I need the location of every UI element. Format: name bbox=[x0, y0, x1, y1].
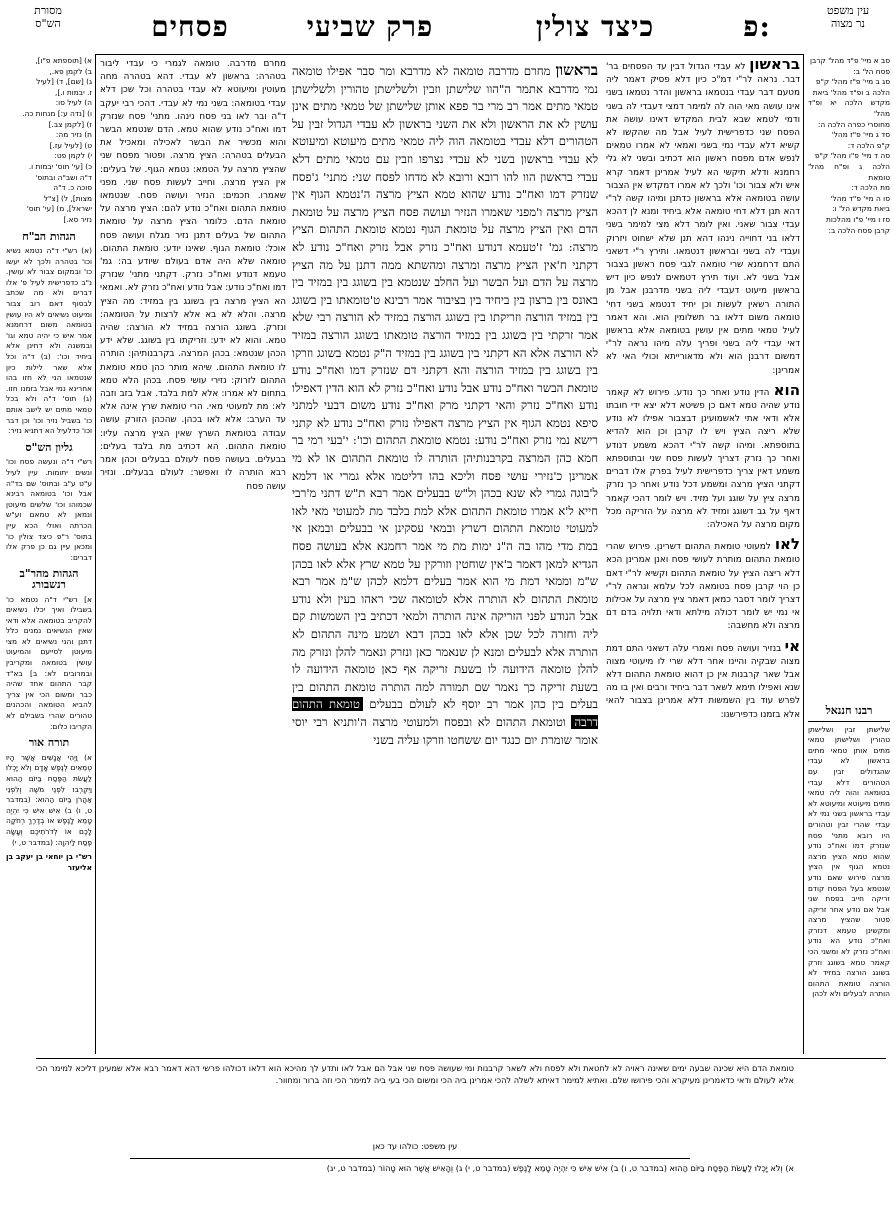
masoret-line: ה) לעיל סו: bbox=[55, 98, 92, 108]
tosafot-hua-text: הדין נודע ואחר כך נודע. פירוש לא קאמר נודע שהיה טמא דאם כן פשיטא דלא יצא ידי חובתו אלא ודאי אתי לאשמועינן דבצבור אפילו לא נודע שלא ריצה הציץ ויש לו קרבן וכן הוא להדיא בתוספתא. ומיהו קשה לר"י דהכא משמע דנודע ואחר כך נזרק דצריך לעשות פסח שני ובתוספתא משמע דאין צריך כדפרישית לעיל בפרק אלו דברים דקתני הציץ מרצה ומשמע דכל נודע ואחר כך נזרק מרצה ציץ על שוגג ועל מזיד. ויש לומר דהכי קאמר דאף על גב דשוגג ומזיד לא מרצה על הזריקה מכל מקום מרצה על האכילה: bbox=[606, 387, 800, 530]
masoret-line: ח) נזיר מה: bbox=[55, 130, 92, 140]
masoret-line: ישראל], מ) [עי' תוס' bbox=[26, 204, 92, 214]
tosafot-lo-text: למעוטי טומאת התהום דשרינן. פירוש שהרי טומאת התהום מותרת לעושי פסח ואנן אמרינן הכא דלא ריצה הציץ על טומאת התהום וקשיא לר"י דאם כן הוי קרבן פסח בטומאה לכל עלמא ונראה לר"י דצריך לומר דסבר כמאן דאמר ציץ מרצה על אכילות אי נמי יש לומר דכולה מילתא ודאי תלויה בדם דם מרצה ולא מחשבה: bbox=[606, 542, 800, 632]
footer-source: עין משפט: כולהו עד כאן bbox=[372, 1141, 458, 1151]
footer-rule bbox=[36, 1058, 886, 1059]
ein-mishpat-line: סב א מיי' פ"ד מהל' קרבן bbox=[810, 56, 890, 65]
ein-mishpat-line: סה ד מיי' פ"ו מהל' ק"פ bbox=[814, 151, 890, 161]
masoret-line: ב) לקמן פא., bbox=[49, 66, 92, 76]
masoret-line: סוכה כ. ד"ה bbox=[53, 183, 92, 193]
masoret-line: מצות], ל) [צ"ל bbox=[43, 193, 92, 203]
tosafot-lo-heading: לאו bbox=[774, 535, 800, 554]
masoret-line: כ) [עי' תוס' יבמות ו. bbox=[28, 161, 92, 171]
tosafot-text: לא עבדי הגדול דבין עד הפסחים בר' דבר. נראה לר"י דמ"כ כיון דלא פסיק דאמר ליה מטעם דבר עבדי בנטמאו בראשון והדר נטמאו בשני אינו עושה מאי הוה לה למימר דמצי דעבדי לה בשני ודמי לטמא שבא לבית המקדש דאינו עושה את הפסח שני כדפרישית לעיל אבל מה שהקשו לא קשיא דלא עבדי נמי בשני ואמאי לא אמרו טמאים לנפש אדם מפסח ראשון הוא דכתיב ובשני לא גלי רחמנא ודלא תיקשי הא לעיל אמרינן דאמר קרא איש ולא צבור וכו' ולכך לא אמרו דמקדש אין הצבור עושה בטומאה אלא בראשון כדתנן ומיהו קשה לר"י דהא תנן דלא דחי טומאה אלא ביחיד ומנא לן דהכא עבדי צבור שאני. ואין לומר דלא מצי למימר בשני דלאו בני דחוייה נינהו דהא תנן שלא ישחוט ויזרוק ועבדי לה בשני ובראשון דנטמאו. ותירץ ר"י דשאני התם דרחמנא שרי טומאה לגבי פסח ראשון בצבור אבל בשני לא. ועוד תירץ דטמאים לנפש כיון דיש בראשון מיעוט דעבדי ליה בשני מדרבנן אבל מן התורה רשאין לעשות וכן יחיד דנטמא בשני דחי' טומאה משום דלאו בר תשלומין הוא. והא דאמר לעיל טמאי מתים אין עושין בטומאה אלא בראשון דאי עבדי ליה בשני ופריך עלה מיהו נראה לר"י דמשום דרבנן הוא ולא מדאורייתא וכולי האי לא אמרינן: bbox=[606, 62, 800, 376]
page-header bbox=[0, 0, 894, 60]
masoret-line: ז. יבמות ו.], bbox=[54, 87, 92, 97]
masoret-line: ג) [שם], ד) [לעיל bbox=[36, 77, 92, 87]
rashi-text: מחרם מדרבה. טומאה לגמרי כי עבדי ליבור בטהרה: בראשון לא עבדי. דהא בטהרה מחה מעוטין ומיעוטא לא עבדי בטהרה וכל שכן דלא עבדי בטומאה: בשני נמי לא עבדי. דהכי רבי יעקב ד"ה ובר לאו בני פסח נינהו. מתני' פסח שנזרק דמו ואח"כ נודע שהוא טמא. הדם שנטמא הבשר והוא מכשיר את הבשר לאכילה ומאכיל את הבעלים בטהרה: הציץ מרצה. ופטור מפסח שני שהציץ מרצה על הטמא: נטמא הגוף. של בעלים: אין הציץ מרצה. וחייב לעשות פסח שני. מפני שאמרו. חכמים: הנזיר ועושה פסח. שנטמאו טומאת התהום ואח"כ נודע להם: הציץ מרצה על טומאת הדם. כלומר הציץ מרצה על טומאת התהום של בעלים דתנן נזיר מגלח ועושה פסח אוכל: טומאת הגוף. שאינו יודע: טומאת התהום. טומאה שלא היה אדם בעולם שיודע בה: גמ' טעמא דנודע ואח"כ נזרק. דקתני מתני' שנזרק דמו ואח"כ נודע: אבל נודע ואח"כ נזרק לא. ואמאי הא הציץ מרצה בין בשוגג בין במזיד: מה הציץ מרצה. והלא לא בא אלא לרצות על הטומאה: ונזרק. בשוגג הורצה במזיד לא הורצה: שהיה טמא. והוא לא ידע: וזריקתו בין בשוגג. שלא ידע הכהן שנטמא: בכהן המרצה. בקרבנותיהן: הותרה לו טומאת התהום. שיהא מותר כהן טמא טומאת התהום לזרוק: נזירי עושי פסח. בכהן הלא טמא בתחום לא אמרו: אלא למת בלבד. אבל בזב וזבה לא: מת למעוטי מאי. הרי טומאת שרץ אינה אלא עד הערב: אלא לאו בכהן. שהכהן הזורק עושה עבודה בטומאת השרץ שאין הציץ מרצה עליו: טומאת התהום. הא דכתיב מת בלבד בעלים: בבעלים. בעושה פסח לעולם בבעלים וכהן אמר רבא הותרה לו ואפשר: לעולם בבעלים. ונזיר עושה פסח bbox=[100, 59, 286, 492]
gemara-highlighted-phrase: טומאת התהום דרבה bbox=[292, 697, 598, 729]
footer-verses bbox=[36, 1162, 794, 1202]
ein-mishpat-title: עין משפט נר מצוה bbox=[826, 4, 870, 30]
right-margin-rule bbox=[803, 54, 804, 1054]
ein-mishpat-line: קרבן פסח הלכה ב: bbox=[828, 225, 890, 235]
ein-mishpat-line: ק"פ הלכה ד: bbox=[847, 140, 890, 150]
ein-mishpat-line: מחוסרי כפרה הלכה ה: bbox=[817, 119, 890, 129]
masoret-line: י) לקמן פט: bbox=[54, 151, 92, 161]
footer-text: טומאת הדם היא שכינה שבעה ימים שאינה ראויה לא לחטאת ולא לפסח ולא לשאר קרבנות ומי שעושה פסח שני אבל הם אבל לאו ותדע לך מהיכא הוא דלאו דכולהו פרשי דהא דאמר רבא אלא שמעינן דליכא למימר הכי אלא לעולם ודאי כדאמרינן מעיקרא והכי פירושו שלם. ואתיא למימר דאיתא לשלה להכי אמרינן ביה הכי ומשום הכי בעי ביה למימר הכי וזה ברור ומחוור. bbox=[36, 1063, 794, 1085]
ein-mishpat-line: הלכה ג ופ"ח מהל' טומאת bbox=[808, 161, 890, 182]
verse-rule bbox=[130, 1158, 690, 1159]
footer-source-line bbox=[36, 1140, 794, 1154]
ein-mishpat-line: סז ו מיי' פ"ו מהלכות bbox=[826, 214, 890, 224]
daf-number: פ: bbox=[743, 10, 771, 43]
perek-name: פרק שביעי bbox=[306, 10, 434, 43]
ein-mishpat-line: מת הלכה ד: bbox=[851, 183, 890, 193]
torah-ohr-title: תורה אור bbox=[28, 736, 70, 750]
torah-ohr-text: א) וַיְהִי אֲנָשִׁים אֲשֶׁר הָיוּ טְמֵאִים לְנֶפֶשׁ אָדָם וְלֹא יָכְלוּ לַעֲשֹׂת הַפֶּסַח בַּיּוֹם הַהוּא וַיִּקְרְבוּ לִפְנֵי מֹשֶׁה וְלִפְנֵי אַהֲרֹן בַּיּוֹם הַהוּא: (במדבר ט, ו) ב) אִישׁ אִישׁ כִּי יִהְיֶה טָמֵא לָנֶפֶשׁ אוֹ בְדֶרֶךְ רְחֹקָה לָכֶם אוֹ לְדֹרֹתֵיכֶם וְעָשָׂה פֶסַח לַיהוָה: (במדבר ט, י) bbox=[6, 752, 92, 847]
hagahot-bach-text: (א) רש"י ד"ה נטמא נשיא וכו' בטהרה ולכך לא יעשו כו' ובמקום צבור לא עושין. נ"ב כדפרישית לעיל פ' אלו דברים ולא מה שכתב לבסוף דאם רוב צבור ומיעוט נשיאים לא היו עושין בטומאה משום דרחמנא אמר איש כי יהיה טמא וגו' ובמשנה ולא דחינן אלא ביחיד וכו': (ב) ד"ה וכל אלא שאר לילות כיון שנטמאו הני לא חזו בהו אחרינא נמי אבל בזמנו חזו. (ג) תוס' ד"ה ולא בכל טמאי מתים יש לישב אותם כו' בשביל נזיר וכו' וכן דבר וכו' כדלעיל הא דתניא נזיר: bbox=[6, 246, 92, 436]
tractate-name: פסחים bbox=[151, 10, 229, 43]
ein-mishpat-line: הלכה ב ופ"ד מהל' ביאת bbox=[812, 87, 890, 97]
rashi-names-note: רש"י בן יוחאי בן יעקב בן אליעזר bbox=[6, 852, 92, 872]
tosafot-ei-heading: אי bbox=[784, 636, 800, 655]
masoret-line: ו) [נדה ע:] מנחות כה. bbox=[22, 108, 92, 118]
masoret-title: מסורת הש"ס bbox=[34, 4, 62, 30]
tosafot-hua-heading: הוא bbox=[773, 380, 800, 399]
gilyon-text: רש"י ד"ה ונעשה פסח וכו' ונשים יתומות. עיין לעיל ע"ט ע"ב ובתוס' שם בד"ה אבל וכו' בטומאה רבינא שכמוהו וכו' שלשים מיעוטן ונמאן לא טמאם וע"ש הכרתה ואולי הכא עיין בתוס' ר"פ כיצד צולין כו' ומכאן עיין גם כן פרק אלו דברים: bbox=[6, 457, 92, 562]
masoret-line: נזיר סא.] bbox=[63, 214, 92, 224]
hagahot-bach-title: הגהות הב"ח bbox=[22, 229, 76, 243]
ein-mishpat-line: סד ג מיי' פ"ז מהל' bbox=[831, 130, 890, 140]
footer-verse-text: א) וְלֹא יָכְלוּ לַעֲשֹׂת הַפֶּסַח בַּיּוֹם הַהוּא (במדבר ט, ו) ב) אִישׁ אִישׁ כִּי יִהְיֶה טָמֵא לָנֶפֶשׁ (במדבר ט, י) ג) וְהָאִישׁ אֲשֶׁר הוּא טָהוֹר (במדבר ט, יג) bbox=[326, 1163, 794, 1173]
chapter-name: כיצד צולין bbox=[535, 10, 655, 43]
left-margin-rule bbox=[95, 54, 96, 1054]
rabenu-divider bbox=[808, 721, 890, 722]
masoret-line: ז) [לקמן צב.] bbox=[48, 119, 92, 129]
tosafot-opening-word: בראשון bbox=[749, 58, 800, 73]
rabenu-chananel-title: רבנו חננאל bbox=[825, 704, 873, 717]
gemara-column bbox=[292, 62, 598, 1047]
maharsha-title: הגהות מהר"ב רנשבורג bbox=[19, 567, 79, 591]
gilyon-title: גליון הש"ס bbox=[25, 440, 73, 454]
gemara-opening-word: בראשון bbox=[555, 62, 598, 79]
masoret-column bbox=[6, 56, 92, 1056]
gemara-closing-text: וטומאת התהום לא ובפסח ולמעוטי מרצה ה'ותניא רבי יוסי אומר שומרת יום כנגד יום ששחטו וזרקו עליה בשני bbox=[292, 714, 598, 747]
ein-mishpat-line: סו ה מיי' פ"ד מהל' bbox=[830, 193, 890, 203]
footer-commentary bbox=[36, 1062, 794, 1134]
maharsha-text: א] רש"י ד"ה נטמא כו' בשבילו ואיך יכלו נשיאים להקריב בטומאה אלא ודאי שאין הנשיאים נמנים כלל דתנן והני נשיאים לא מצי מיעוטן לסייעם והמיעוט עושין בטומאה ומקריבין ובמרובים לא: ב] בא"ד קבר התהום אחד שהיה כבר ומשום הכי אין צריך להביא הטומאה והכהנים טהורים שהרי בשבילם לא הקריבו כלום: bbox=[6, 594, 92, 731]
tosafot-ei-text: בנזיר ועושה פסח ואמרי עלה דשאני התם דמת מצוה שבקיה והיינו אחר דלא שרי לו מיעוטי מצוה אבל שאר קרבנות אין כן דהוא טומאת התהום דלא שנא ואפילו תימא לשאר דבר ביחיד ורבים ואין בו מה לפרש עוד בין השמשות דלא אמרינן בצבור להאי אלא בזמנו כדפירשנו: bbox=[606, 643, 800, 720]
masoret-line: ד"ה ושב"ה ובתוס' bbox=[35, 172, 92, 182]
ein-mishpat-line: ביאת מקדש הל' ו: bbox=[832, 204, 890, 214]
gemara-text: מחרם מדרבה טומאה לא מדרבא ומר סבר אפילו טומאה נמי מדרבא אתמר ה"הוו שלישתן וזבין ולשלישתן טהורין ולשלישתן טמאי מתים אמר רב מרי בר פפא אותן שלישתן של טמאי מתים אינן עושין לא את הראשון ולא את השני בראשון לא עבדי הגדול זבין על הטהורים דלא עבדי בטומאה הוה ליה טמאי מתים מיעוטא ומיעוטא לא עבדי בראשון בשני לא עבדי נצרפו וזבין עם טמאי מתים דלא עבדי בראשון הוו להו רובא ורובא לא מדחו לפסח שני: מתני' ג'פסח שנזרק דמו ואח"כ נודע שהוא טמא הציץ מרצה ה'נטמא הגוף אין הציץ מרצה ו'מפני שאמרו הנזיר ועושה פסח הציץ מרצה על טומאת הדם ואין הציץ מרצה על טומאת הגוף נטמא טומאת התהום הציץ מרצה: גמ' ז'טעמא דנודע ואח"כ נזרק אבל נזרק ואח"כ נודע לא דקתני ח'אין הציץ מרצה ומרצה ומהשתא ממה דתנן על מה הציץ מרצה על הדם ועל הבשר ועל החלב שנטמא בין בשוגג בין במזיד בין באונס בין ברצון בין ביחיד בין בציבור אמר רבינא ט'טומאתו בין בשוגג בין במזיד הורצה וזריקתו בין בשוגג הורצה במזיד לא הורצה רבי שלא אמר זרקתי בין בשוגג בין במזיד הורצה טומאתו בשוגג הורצה במזיד לא הורצה אלא הא דקתני בין בשוגג בין במזיד ה"ק נטמא בשוגג וזרקו בין בשוגג בין במזיד הורצה והא דקתני דם שנזרק דמו ואח"כ נודע טומאת הבשר ואח"כ נודע אבל נודע ואח"כ נזרק לא הוא הדין דאפילו נודע ואח"כ נזרק והאי דקתני מרק ואח"כ נודע משום דבעי למתני סיפא נטמא הגוף אין הציץ מרצה דאפילו נזרק ואח"כ נודע לא קתני רישא נמי נזרק ואח"כ נודע: נטמא טומאת התהום וכו': י'בעי רמי בר חמא כהן המרצה בקרבנותיהן הותרה לו טומאת התהום או לא מי אמרינן כ'נזירי עושי פסח וליכא בהו דליטמו אלא גמרי או דלמא ל'בוגה גמרי לא שנא בכהן ול"ש בבעלים אמר רבא ת"ש דתני מ'רבי חייא ל'א אמרו טומאת התהום אלא למת בלבד מת למעוטי מאי לאו למעוטי טומאת התהום דשרץ ובמאי עסקינן אי בבעלים ובמאן אי במת מדי מהו בה ה"נ ימות מת מי אמר רחמנא אלא בעושה פסח הגדיא למאן דאמר ב'אין שוחטין וזורקין על טמא שרץ אלא לאו בכהן ש"מ וממאי דמת מי הוא אמר בעלים דלמא לכהן ש"מ אמר רבא טומאת התהום לא הותרה אלא לטומאה שכי ראהו בעין ולא נודע אבל הנודע לפני הזריקה אינה הותרה ולמאי דכתיב בין השמשות קם ליה וחזרה לכל שכן אלא לאו בכהן דבא ושמע מינה התהום לא הותרה אלא לבעלים ומנא לן שנאמר כאן ונזרק ונאמר להלן ונזרק מה להלן טומאה הידועה לו בשעת זריקה אף כאן טומאה הידועה לו בשעת זריקה כך נאמר שם תמורה למה הותרה טומאת התהום בין בעלים בין כהן אמר רב יוסף לא לעולם בבעלים bbox=[292, 64, 598, 712]
masoret-lines bbox=[6, 56, 92, 226]
rashi-column bbox=[100, 58, 286, 1043]
masoret-line: א) [תוספתא פ"ו], bbox=[35, 56, 92, 65]
ein-mishpat-line: סג ב מיי' פ"ז מהל' ק"פ bbox=[815, 77, 890, 87]
ein-mishpat-column bbox=[808, 56, 890, 356]
ein-mishpat-line: מקדש הלכה יא ופ"ד מהל' bbox=[808, 98, 890, 118]
header-rule bbox=[95, 54, 803, 55]
rabenu-chananel-text: שלישתן זבין ושלישתן טהורין ושלישתן טמאי מתים אותן טמאי מתים בראשון לא עבדי שהגדולים זבין עם הטהורים דלא עבדי בטומאה והוה ליה טמאי מתים מיעוטא ומיעוטא לא עבדי בראשון בשני נמי לא עבדי שהרי זבין וטהורים היו רובא מתני' פסח שנזרק דמו ואח"כ נודע שהוא טמא הציץ מרצה נטמא הגוף אין הציץ מרצה פירוש שאם נודע שנטמא בעל הפסח קודם זריקה חייב בפסח שני אבל אם נודע אחר זריקה פטור שהציץ מרצה ומקשינן טעמא דנזרק ואח"כ נודע הא נודע ואח"כ נזרק לא ומשני הכי קאמר טמא בשוגג וזרק בשוגג הורצה במזיד לא הורצה טומאת התהום הותרה לבעלים ולא לכהן bbox=[808, 724, 890, 999]
ein-mishpat-line: פסח הל' ב: bbox=[853, 66, 890, 76]
masoret-line: ט) [לעיל עז.] bbox=[49, 140, 92, 150]
rabenu-chananel-column bbox=[808, 700, 890, 1060]
ein-mishpat-lines bbox=[808, 56, 890, 236]
tosafot-column bbox=[606, 58, 800, 1043]
